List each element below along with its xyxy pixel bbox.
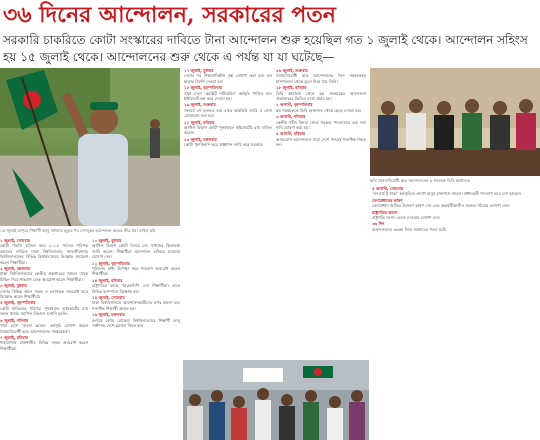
column-entry: ১০ জুলাই, বুধবার আপিল বিভাগ কোটা বিষয়ে চার সপ্তাহের স্থিতাবস্থা জারি করেন। শিক্ষার্থীরা আন্দোলন চালিয়ে যাওয়ার ঘোষণা দেন।	[92, 238, 180, 260]
group-photo-illustration	[370, 68, 540, 176]
column-entry: ৫ আগস্ট, সোমবার ‘লং মার্চ টু ঢাকা’ কর্মসূচিতে লাখো মানুষ রাজপথে নামেন। প্রধানমন্ত্রী পদত্যাগ করে দেশ ছাড়েন।	[372, 186, 522, 197]
flag-photo-caption: ১৬ জুলাই রংপুরে শিক্ষার্থী আবু সাঈদের মৃত্যুর পর দেশজুড়ে আন্দোলন আরও তীব্র হয়। ফাইল ছবি	[0, 228, 156, 233]
article-column-5	[372, 186, 538, 440]
crowd-photo-illustration	[183, 360, 369, 440]
column-entry: ৩ আগস্ট, শনিবার কেন্দ্রীয় শহীদ মিনার থেকে সরকার পদত্যাগের এক দফা দাবি ঘোষণা করা হয়।	[276, 114, 366, 131]
column-entry: ২ জুলাই, মঙ্গলবার ঢাকা বিশ্ববিদ্যালয়ের কেন্দ্রীয় গ্রন্থাগারের সামনে থেকে মিছিল নিয়ে শাহবাগ মোড় অবরোধ করেন শিক্ষার্থীরা।	[0, 266, 88, 282]
column-entry: ৩ জুলাই, বুধবার দেশের বিভিন্ন স্থানে সড়ক ও মহাসড়ক অবরোধ করে বিক্ষোভ করেন শিক্ষার্থীরা।	[0, 283, 88, 300]
protester-flag-photo	[0, 68, 180, 226]
column-entry: ৪ আগস্ট, রবিবার অসহযোগ আন্দোলনে সারা দেশে সংঘর্ষে শতাধিক নিহত হন।	[276, 131, 366, 148]
column-entry: ১৯ জুলাই, শুক্রবার সংঘর্ষে বহু হতাহত হয়। রাতে কারফিউ জারি ও সেনা মোতায়েন করা হয়।	[184, 102, 272, 119]
headline: ৩৬ দিনের আন্দোলন, সরকারের পতন	[3, 2, 336, 28]
column-entry: রাষ্ট্রপতির ভাষণ রাষ্ট্রপতি সংসদ ভেঙে দেওয়ার ঘোষণা দেন।	[372, 209, 441, 221]
column-entry: ১৫ জুলাই, সোমবার ঢাকা বিশ্ববিদ্যালয়ে আন্দোলনকারীদের ওপর হামলা হয়। শতাধিক শিক্ষার্থী আহত হন।	[92, 295, 180, 311]
article-column-1	[0, 238, 88, 440]
column-entry: ৬ জুলাই, শনিবার সারা দেশে ‘বাংলা ব্লকেড’ কর্মসূচি ঘোষণা করেন বৈষম্যবিরোধী ছাত্র আন্দোলনের সমন্বয়কেরা।	[0, 317, 88, 334]
column-entry: ২১ জুলাই, রবিবার আপিল বিভাগ কোটা পুনর্বহালে হাইকোর্টের রায় বাতিল করেন।	[184, 119, 272, 136]
column-entry: ১৮ জুলাই, বৃহস্পতিবার সারা দেশে ‘কমপ্লিট শাটডাউন’ কর্মসূচি পালিত হয়। ইন্টারনেট বন্ধ করে দেওয়া হয়।	[184, 85, 272, 102]
article-column-4	[276, 68, 366, 356]
column-entry: ২৬ জুলাই, শুক্রবার বৈষম্যবিরোধী ছাত্র আন্দোলনের তিন সমন্বয়ককে হাসপাতাল থেকে তুলে নিয়ে যায় ডিবি।	[276, 68, 366, 84]
flag-photo-illustration	[0, 68, 180, 226]
column-entry: ৪ জুলাই, বৃহস্পতিবার কোটা বাতিলের পরিপত্র পুনর্বহালে হাইকোর্টের রায় বহাল থাকে। আপিল বিভাগে শুনানি হয়নি।	[0, 300, 88, 317]
column-entry: ১৪ জুলাই, রবিবার রাষ্ট্রপতির কাছে স্মারকলিপি দেন শিক্ষার্থীরা। রাতে বিভিন্ন ক্যাম্পাসে বিক্ষোভ হয়।	[92, 277, 180, 294]
article-column-3	[184, 68, 272, 356]
column-entry: ১৬ জুলাই, মঙ্গলবার রংপুরে বেগম রোকেয়া বিশ্ববিদ্যালয়ের শিক্ষার্থী আবু সাঈদসহ দেশে ছয়জন নিহত হন।	[92, 312, 180, 329]
group-photo-caption: ছবি: বৈষম্যবিরোধী ছাত্র আন্দোলনের ৬ সমন্বয়ক ডিবি কার্যালয়ে	[370, 178, 471, 183]
column-entry: ৩৬ দিন আন্দোলনের ৩৬তম দিনে সরকারের পতন ঘটে।	[372, 221, 447, 232]
column-entry: ১ আগস্ট, বৃহস্পতিবার ছয় সমন্বয়ককে ডিবি হেফাজত থেকে ছেড়ে দেওয়া হয়।	[276, 102, 362, 113]
column-entry: ৭ জুলাই, রবিবার শাহবাগসহ রাজধানীর বিভিন্ন সড়ক অবরোধ করেন শিক্ষার্থীরা।	[0, 334, 88, 351]
column-entry: ২৮ জুলাই, রবিবার ডিবি কার্যালয় থেকে ছয় সমন্বয়কের আন্দোলন প্রত্যাহারের ভিডিও বার্তা প্রচার হয়।	[276, 85, 366, 102]
crowd-photo	[183, 360, 369, 440]
column-entry: সেনাপ্রধানের ভাষণ সেনাপ্রধান জাতির উদ্দেশে ভাষণ দেন এবং অন্তর্বর্তীকালীন সরকার গঠনের ঘোষণা দেন।	[372, 197, 510, 209]
column-entry: ১৭ জুলাই, বুধবার দেশের সব শিক্ষাপ্রতিষ্ঠান বন্ধ ঘোষণা করা হয়। হল ছাড়ার নির্দেশ দেওয়া হয়।	[184, 68, 272, 84]
intro-paragraph: সরকারি চাকরিতে কোটা সংস্কারের দাবিতে টানা আন্দোলন শুরু হয়েছিল গত ১ জুলাই থেকে। আন্দোলন সহিংস হয় ১৫ জুলাই থেকে। আন্দোলনের শুরু থেকে এ পর্যন্ত যা যা ঘটেছে—	[3, 33, 528, 64]
coordinators-photo	[370, 68, 540, 176]
column-entry: ১ জুলাই, সোমবার কোটা পদ্ধতি বাতিল করে ২০১৮ সালের পরিপত্র বহালের দাবিতে ঢাকা বিশ্ববিদ্যালয়, জাহাঙ্গীরনগর বিশ্ববিদ্যালয়সহ বিভিন্ন বিশ্ববিদ্যালয়ে বিক্ষোভ সমাবেশ করেন শিক্ষার্থীরা।	[0, 238, 88, 265]
article-column-2	[92, 238, 180, 440]
column-entry: ১১ জুলাই, বৃহস্পতিবার পুলিশের বাধা উপেক্ষা করে শাহবাগ অবরোধ করেন শিক্ষার্থীরা।	[92, 260, 180, 277]
column-entry: ২৩ জুলাই, মঙ্গলবার কোটা পুনর্বিন্যাস করে প্রজ্ঞাপন জারি করে সরকার।	[184, 136, 264, 148]
